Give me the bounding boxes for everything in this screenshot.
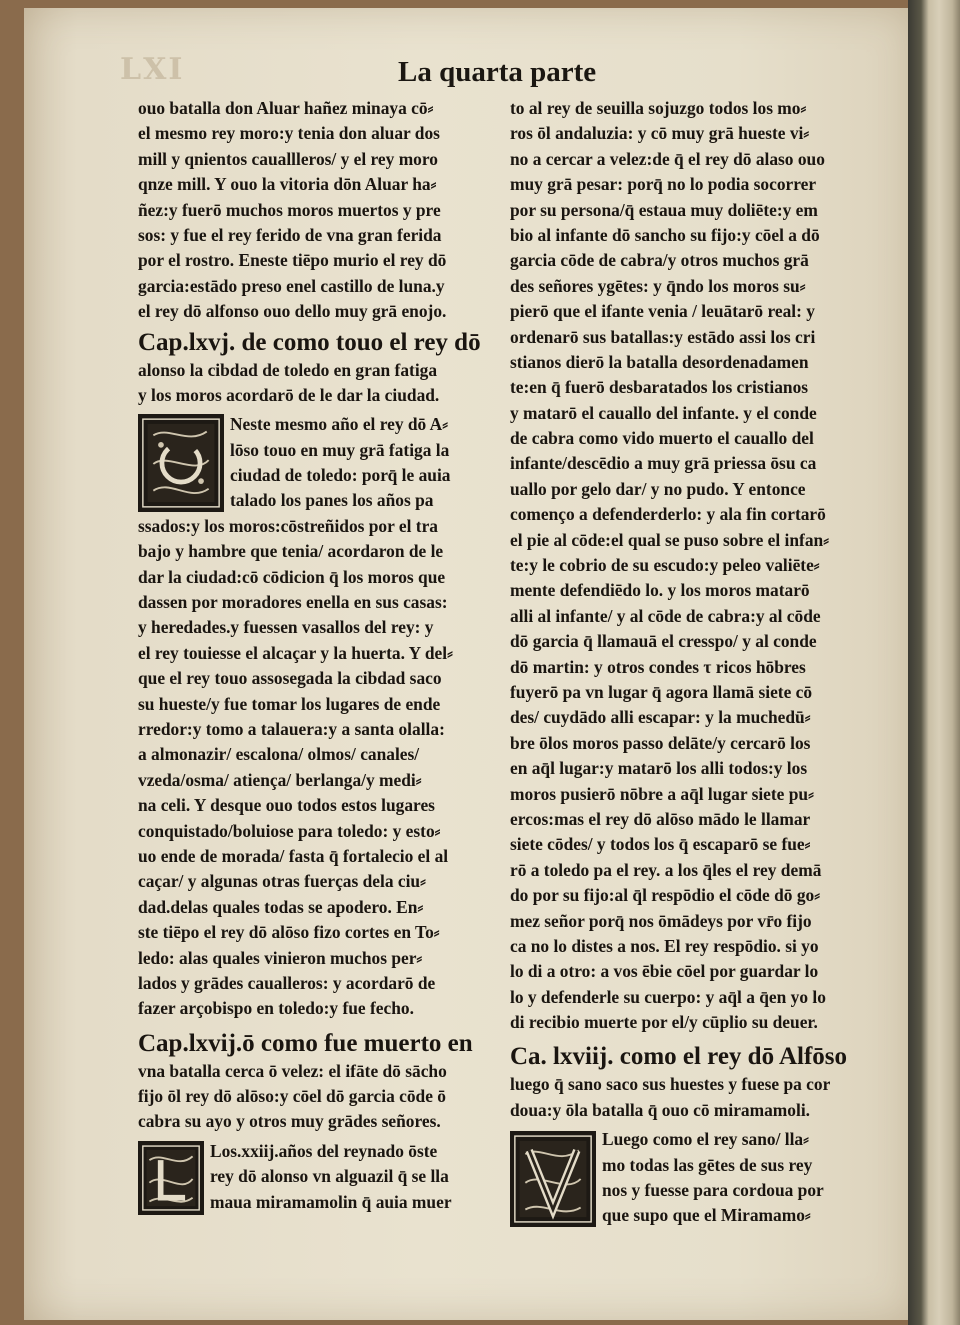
text-line: siete cōdes/ y todos los q̄ escaparō se fue⸗ <box>510 834 811 855</box>
text-line: muy grā pesar: porq̄ no lo podia socorrer <box>510 174 817 195</box>
text-line: maua miramamolin q̄ auia muer <box>210 1191 452 1212</box>
text-line: por el rostro. Eneste tiēpo murio el rey dō <box>138 250 447 271</box>
text-line: ste tiēpo el rey dō alōso fizo cortes en To⸗ <box>138 922 440 943</box>
text-line: conquistado/boluiose para toledo: y esto⸗ <box>138 820 441 841</box>
text-line: que el rey touo assosegada la cibdad saco <box>138 668 442 689</box>
right-para-1 <box>510 96 860 1035</box>
chapter-heading: Cap.lxvij.ō como fue muerto en <box>138 1029 473 1057</box>
text-line: te:y le cobrio de su escudo:y peleo valiēte⸗ <box>510 555 820 576</box>
text-line: dar la ciudad:cō cōdicion q̄ los moros que <box>138 566 446 587</box>
text-line: nos y fuesse para cordoua por <box>602 1180 824 1201</box>
text-line: talado los panes los años pa <box>230 490 434 511</box>
chapter-subheading-line: y los moros acordarō de le dar la ciudad. <box>138 384 440 405</box>
text-line: Luego como el rey sano/ lla⸗ <box>602 1129 809 1150</box>
text-line: Los.xxiij.años del reynado ōste <box>210 1140 438 1161</box>
text-line: ca no lo distes a nos. El rey respōdio. si yo <box>510 935 819 956</box>
text-line: lados y grādes caualleros: y acordarō de <box>138 972 436 993</box>
text-line: lo di a otro: a vos ēbie cōel por guardar lo <box>510 961 819 982</box>
text-line: ledo: alas quales vinieron muchos per⸗ <box>138 947 423 968</box>
text-line: des señores ygētes: y q̄ndo los moros su⸗ <box>510 275 806 296</box>
text-line: Neste mesmo año el rey dō A⸗ <box>230 414 448 435</box>
chapter-subheading-line: vna batalla cerca ō velez: el ifāte dō sācho <box>138 1060 447 1081</box>
text-line: que supo que el Miramamo⸗ <box>602 1205 811 1226</box>
text-line: bio al infante dō sancho su fijo:y cōel a dō <box>510 224 820 245</box>
text-line: do por su fijo:al q̄l respōdio el cōde dō go⸗ <box>510 885 820 906</box>
text-line: moros pusierō nōbre a aq̄l lugar siete pu⸗ <box>510 783 814 804</box>
text-line: te:en q̄ fuerō desbaratados los cristianos <box>510 377 809 398</box>
text-line: infante/descēdio a muy grā priessa ōsu ca <box>510 453 817 474</box>
text-line: el pie al cōde:el qual se puso sobre el infan⸗ <box>510 529 830 550</box>
text-line: pierō que el ifante venia / leuātarō real: y <box>510 301 815 322</box>
text-line: caçar/ y algunas otras fuerças dela ciu⸗ <box>138 871 426 892</box>
text-line: sos: y fue el rey ferido de vna gran ferida <box>138 224 442 245</box>
text-line: ros ōl andaluzia: y cō muy grā hueste vi⸗ <box>510 123 810 144</box>
left-para-2 <box>138 514 488 1022</box>
text-line: ssados:y los moros:cōstreñidos por el tra <box>138 515 438 536</box>
chapter-subheading-line: alonso la cibdad de toledo en gran fatiga <box>138 359 438 380</box>
text-line: di recibio muerte por el/y cūplio su deuer. <box>510 1012 818 1033</box>
chapter-subheading-line: cabra su ayo y otros muy grādes señores. <box>138 1111 441 1132</box>
chapter-heading: Cap.lxvj. de como touo el rey dō <box>138 328 481 356</box>
text-line: en aq̄l lugar:y matarō los alli todos:y los <box>510 758 808 779</box>
text-line: uo ende de morada/ fasta q̄ fortalecio el al <box>138 845 449 866</box>
text-line: dad.delas quales todas se apodero. En⸗ <box>138 896 424 917</box>
text-line: el rey touiesse el alcaçar y la huerta. Y del⸗ <box>138 642 453 663</box>
text-line: y matarō el cauallo del infante. y el conde <box>510 402 817 423</box>
text-line: to al rey de seuilla sojuzgo todos los mo⸗ <box>510 98 807 118</box>
text-line: dassen por moradores enella en sus casas: <box>138 592 448 613</box>
text-line: ercos:mas el rey dō alōso mādo le llamar <box>510 808 811 829</box>
text-line: su hueste/y fue tomar los lugares de ende <box>138 693 441 714</box>
chapter-subheading-line: luego q̄ sano saco sus huestes y fuese pa cor <box>510 1074 831 1095</box>
text-line: de cabra como vido muerto el cauallo del <box>510 428 814 449</box>
text-line: qnze mill. Y ouo la vitoria dōn Aluar ha⸗ <box>138 174 437 195</box>
left-para-1 <box>138 96 488 325</box>
text-line: el rey dō alfonso ouo dello muy grā enojo. <box>138 301 447 322</box>
text-line: no a cercar a velez:de q̄ el rey dō alaso ouo <box>510 148 825 169</box>
text-line: començo a defenderderlo: y ala fin cortarō <box>510 504 826 525</box>
text-line: na celi. Y desque ouo todos estos lugares <box>138 795 435 816</box>
text-line: bre ōlos moros passo delāte/y cercarō los <box>510 732 811 753</box>
chapter-heading: Ca. lxviij. como el rey dō Alfōso <box>510 1043 847 1071</box>
text-line: uallo por gelo dar/ y no pudo. Y entonce <box>510 478 806 499</box>
text-line: mo todas las gētes de sus rey <box>602 1154 813 1175</box>
text-line: fuyerō pa vn lugar q̄ agora llamā siete cō <box>510 681 813 702</box>
text-line: y heredades.y fuessen vasallos del rey: y <box>138 617 434 638</box>
text-line: rō a toledo pa el rey. a los q̄les el rey demā <box>510 859 822 880</box>
text-line: vzeda/osma/ atiença/ berlanga/y medi⸗ <box>138 769 422 790</box>
right-column <box>510 96 860 1229</box>
chapter-subheading-line: fijo ōl rey dō alōso:y cōel dō garcia cōde ō <box>138 1086 446 1107</box>
right-para-2-initial-block <box>510 1127 860 1229</box>
text-line: des/ cuydādo alli escapar: y la muchedū⸗ <box>510 707 811 728</box>
text-line: lōso touo en muy grā fatiga la <box>230 439 450 460</box>
text-line: lo y defenderle su cuerpo: y aq̄l a q̄en yo lo <box>510 986 826 1007</box>
left-para-2-initial-block <box>138 412 488 514</box>
decorated-initial-icon <box>510 1131 596 1227</box>
text-line: ouo batalla don Aluar hañez minaya cō⸗ <box>138 98 434 118</box>
text-line: dō garcia q̄ llamauā el cresspo/ y al conde <box>510 631 817 652</box>
text-line: dō martin: y otros condes τ ricos hōbres <box>510 656 806 677</box>
text-line: el mesmo rey moro:y tenia don aluar dos <box>138 123 440 144</box>
left-column <box>138 96 488 1215</box>
text-line: mente defendiēdo lo. y los moros matarō <box>510 580 810 601</box>
decorated-initial-icon <box>138 1141 204 1215</box>
text-line: bajo y hambre que tenia/ acordaron de le <box>138 541 444 562</box>
page-edge <box>908 0 960 1325</box>
text-line: alli al infante/ y al cōde de cabra:y al cōde <box>510 605 821 626</box>
text-line: mez señor porq̄ nos ōmādeys por vr̄o fijo <box>510 910 812 931</box>
decorated-initial-icon <box>138 414 224 512</box>
text-line: garcia cōde de cabra/y otros muchos grā <box>510 250 809 271</box>
chapter-subheading-line: doua:y ōla batalla q̄ ouo cō miramamoli. <box>510 1099 810 1120</box>
text-line: ordenarō sus batallas:y estādo assi los cri <box>510 326 816 347</box>
left-para-3-initial-block <box>138 1139 488 1215</box>
text-line: mill y qnientos cauallleros/ y el rey moro <box>138 148 438 169</box>
text-line: rey dō alonso vn alguazil q̄ se lla <box>210 1166 449 1187</box>
text-line: ñez:y fuerō muchos moros muertos y pre <box>138 199 441 220</box>
text-line: stianos dierō la batalla desordenadamen <box>510 351 809 372</box>
text-line: rredor:y tomo a talauera:y a santa olalla: <box>138 718 445 739</box>
text-line: fazer arçobispo en toledo:y fue fecho. <box>138 998 414 1019</box>
text-line: a almonazir/ escalona/ olmos/ canales/ <box>138 744 420 765</box>
bleed-through-folio: LXI <box>120 52 185 87</box>
text-line: garcia:estādo preso enel castillo de luna.y <box>138 275 445 296</box>
text-line: ciudad de toledo: porq̄ le auia <box>230 465 451 486</box>
text-line: por su persona/q̄ estaua muy doliēte:y em <box>510 199 818 220</box>
running-head: La quarta parte <box>398 56 597 88</box>
